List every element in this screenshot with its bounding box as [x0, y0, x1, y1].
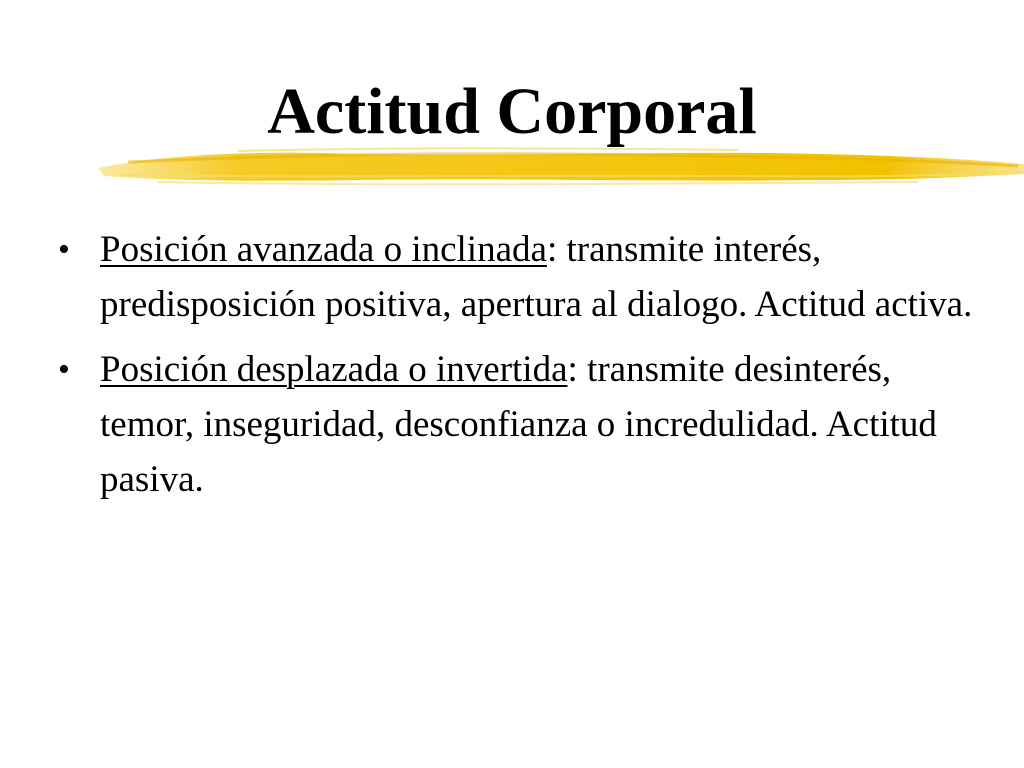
bullet-list	[56, 222, 986, 517]
bullet-icon: •	[58, 351, 70, 388]
bullet-term: Posición desplazada o invertida	[100, 349, 568, 390]
highlighter-stroke	[98, 142, 1024, 190]
bullet-text: : transmite interés, predisposición positiva, apertura al dialogo. Actitud activa.	[100, 229, 973, 325]
slide-title: Actitud Corporal	[267, 75, 757, 148]
list-item	[56, 222, 986, 332]
bullet-text: : transmite desinterés, temor, inseguridad, desconfianza o incredulidad. Actitud pasiva.	[100, 349, 937, 500]
bullet-term: Posición avanzada o inclinada	[100, 229, 547, 270]
bullet-icon: •	[58, 231, 70, 268]
list-item	[56, 342, 986, 507]
